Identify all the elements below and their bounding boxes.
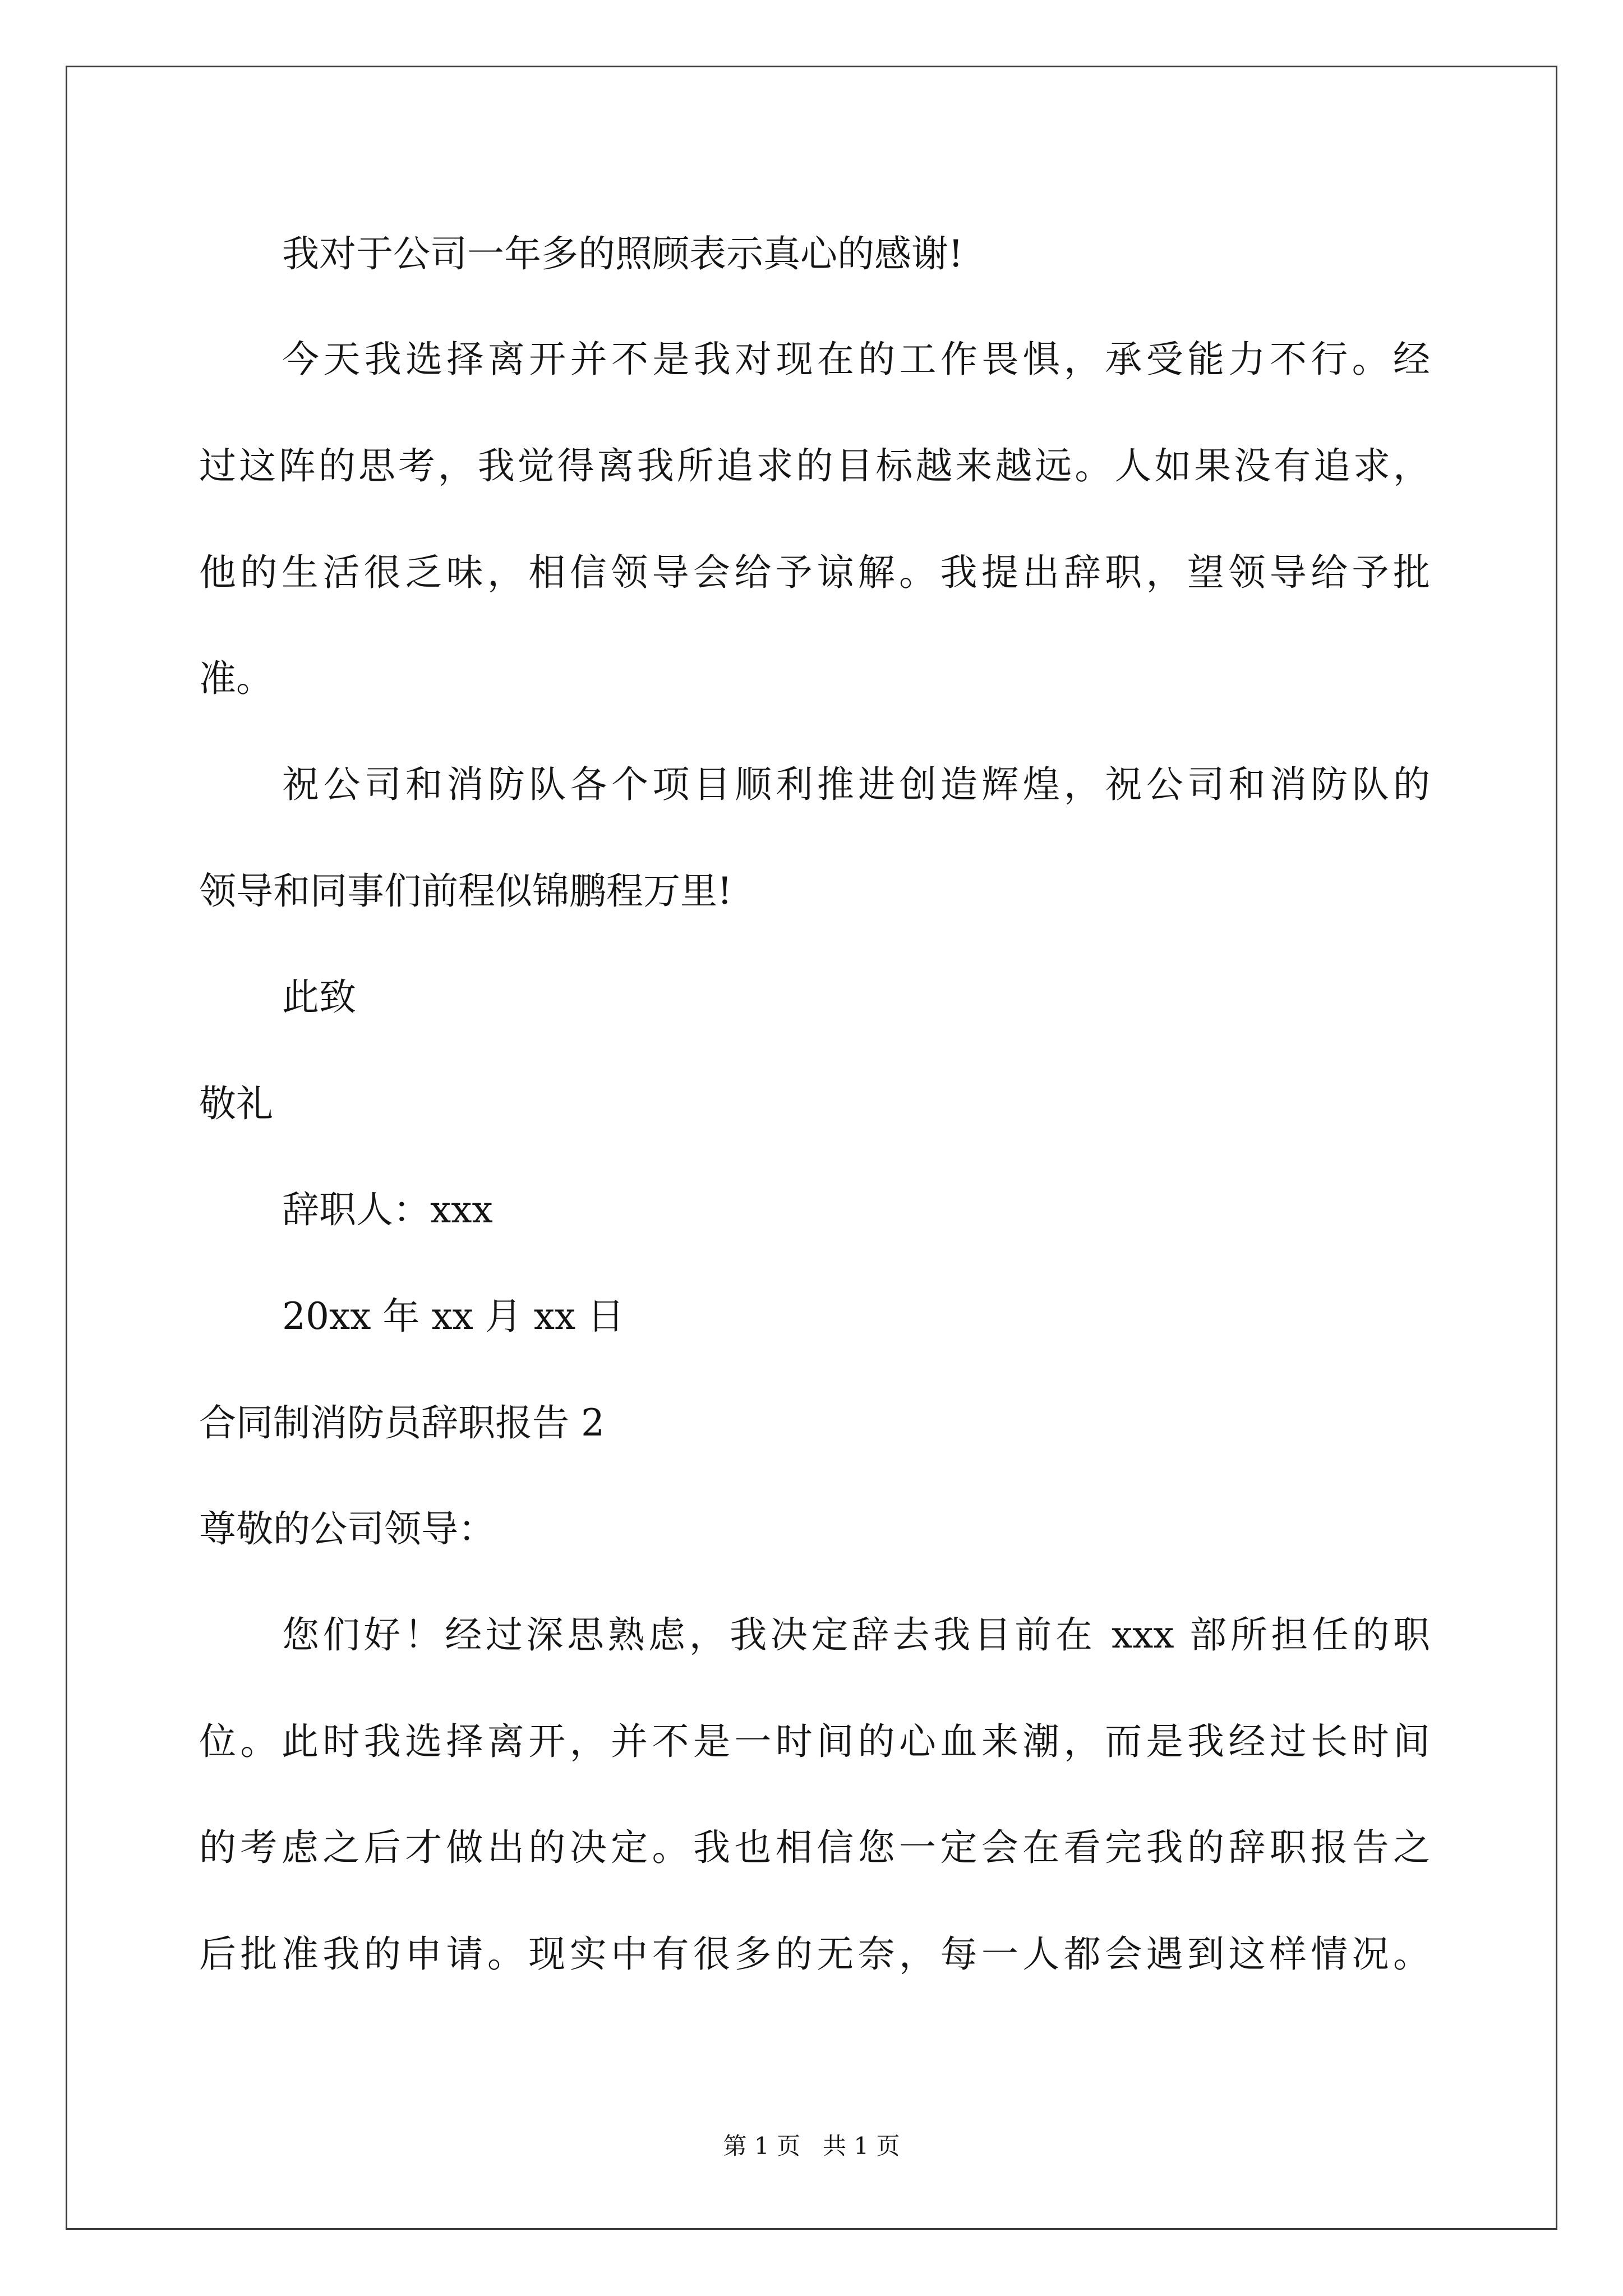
- salutation: 尊敬的公司领导：: [199, 1507, 495, 1550]
- paragraph-line: 过这阵的思考，我觉得离我所追求的目标越来越远。人如果没有追求，: [199, 444, 1430, 487]
- paragraph-line: 后批准我的申请。现实中有很多的无奈，每一人都会遇到这样情况。: [199, 1932, 1430, 1976]
- section-heading: 合同制消防员辞职报告 2: [199, 1401, 605, 1444]
- paragraph-line: 领导和同事们前程似锦鹏程万里!: [199, 869, 732, 913]
- page-border: [66, 66, 1557, 2230]
- paragraph-line: 今天我选择离开并不是我对现在的工作畏惧，承受能力不行。经: [282, 338, 1430, 381]
- paragraph-line: 他的生活很乏味，相信领导会给予谅解。我提出辞职，望领导给予批: [199, 551, 1430, 594]
- date-line: 20xx 年 xx 月 xx 日: [282, 1295, 625, 1338]
- paragraph-line: 的考虑之后才做出的决定。我也相信您一定会在看完我的辞职报告之: [199, 1826, 1430, 1869]
- closing-cizhi: 此致: [282, 976, 356, 1019]
- paragraph-line: 准。: [199, 657, 273, 700]
- closing-jingli: 敬礼: [199, 1082, 273, 1125]
- signature-line: 辞职人：xxx: [282, 1188, 493, 1231]
- page-number-footer: 第 1 页 共 1 页: [723, 2132, 900, 2160]
- paragraph-line: 位。此时我选择离开，并不是一时间的心血来潮，而是我经过长时间: [199, 1720, 1430, 1763]
- paragraph-line: 祝公司和消防队各个项目顺利推进创造辉煌，祝公司和消防队的: [282, 763, 1430, 806]
- thanks-sentence: 我对于公司一年多的照顾表示真心的感谢!: [282, 232, 963, 275]
- paragraph-line: 您们好！经过深思熟虑，我决定辞去我目前在 xxx 部所担任的职: [282, 1613, 1430, 1657]
